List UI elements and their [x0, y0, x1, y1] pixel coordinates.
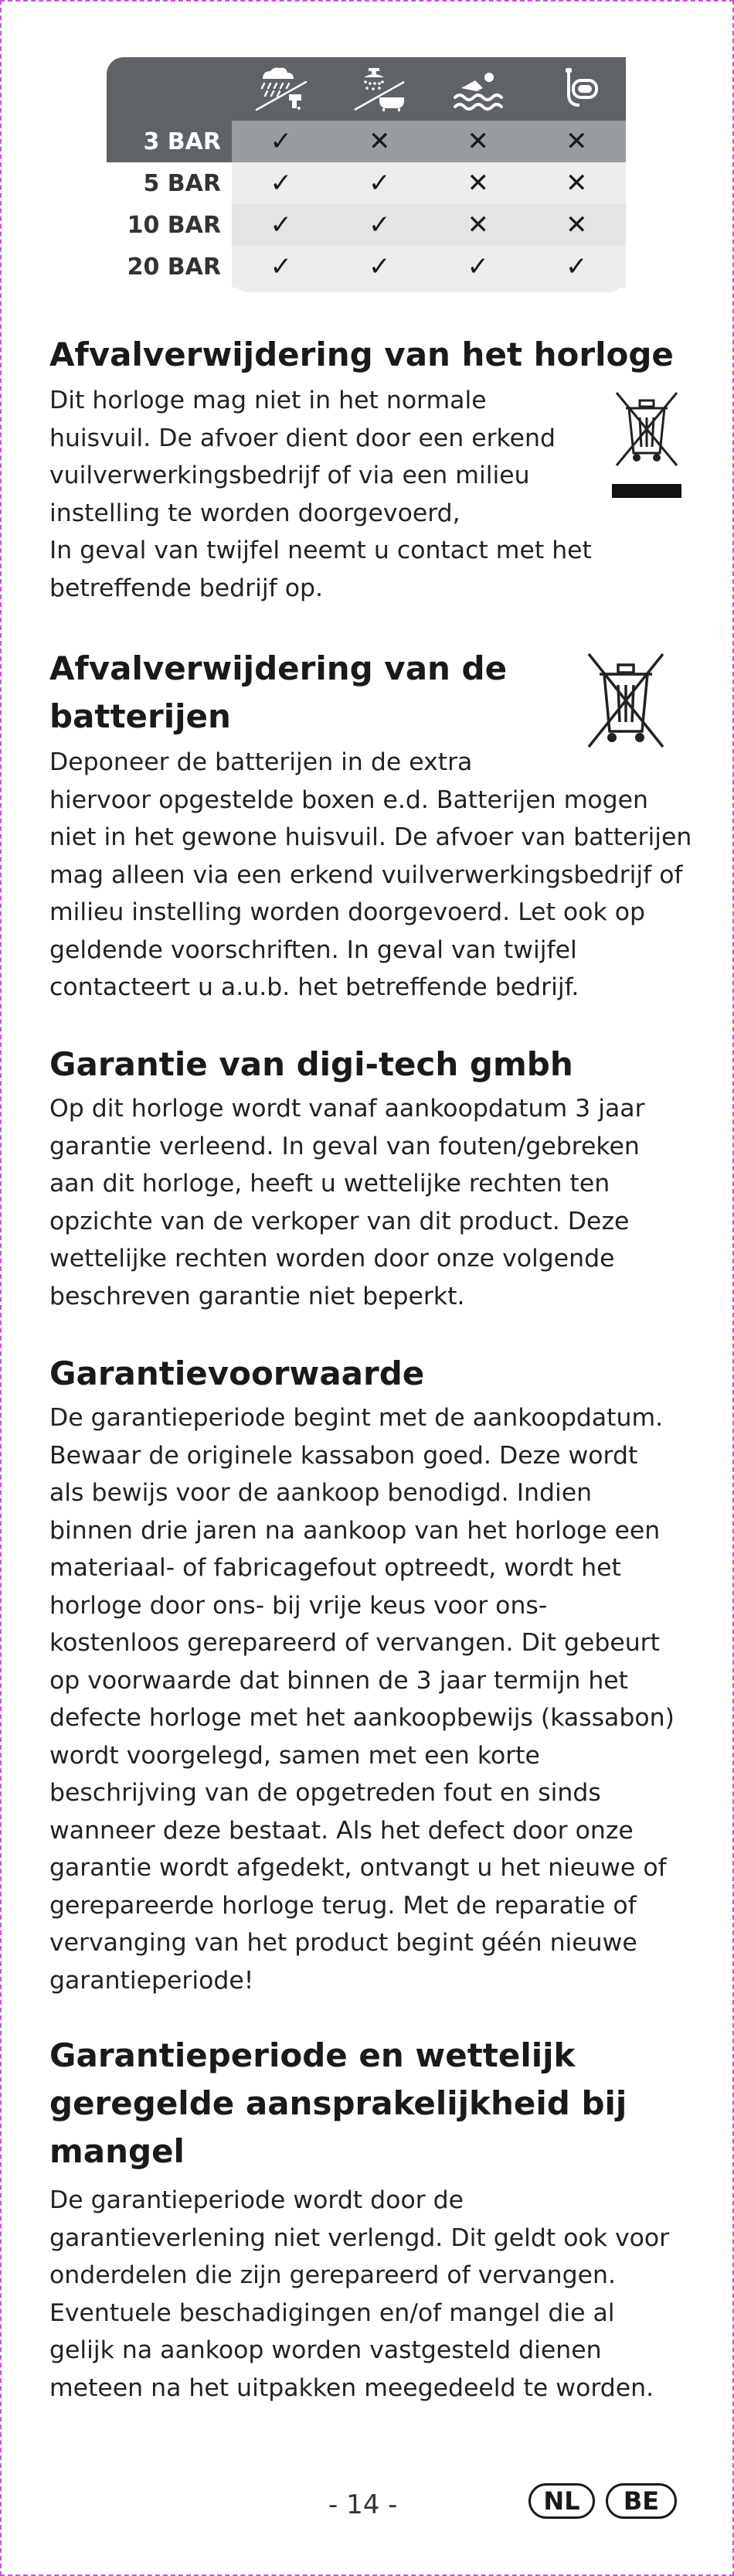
- pressure-label: 5 BAR: [143, 169, 221, 197]
- text-line: Dit horloge mag niet in het normale: [49, 387, 487, 414]
- water-table-row: [107, 121, 626, 162]
- text-line: garantieperiode!: [49, 1966, 254, 1995]
- title-line: batterijen: [49, 697, 231, 735]
- text-line: gerepareerde horloge terug. Met de reparatie of: [49, 1891, 637, 1920]
- check-mark: ✓: [528, 246, 627, 288]
- text-line: betreffende bedrijf op.: [49, 574, 324, 602]
- section-title-warranty-conditions: Garantievoorwaarde: [49, 1354, 425, 1392]
- text-line: vervanging van het product begint géén nieuwe: [49, 1929, 637, 1957]
- text-line: geldende voorschriften. In geval van twijfel: [49, 935, 577, 964]
- text-line: wordt voorgelegd, samen met een korte: [49, 1741, 540, 1770]
- water-table-corner: [107, 57, 232, 121]
- crossed-bin-icon: [612, 387, 681, 504]
- text-line: huisvuil. De afvoer dient door een erkend: [49, 424, 556, 452]
- section-text-warranty-conditions: [49, 1399, 675, 1999]
- title-line: Garantieperiode en wettelijk: [49, 2036, 576, 2074]
- text-line: als bewijs voor de aankoop benodigd. Indien: [49, 1479, 593, 1507]
- text-line: garantieverlening niet verlengd. Dit geldt ook voor: [49, 2223, 670, 2252]
- text-line: In geval van twijfel neemt u contact met het: [49, 537, 592, 564]
- cross-mark: ✕: [528, 162, 627, 204]
- check-mark: ✓: [232, 246, 331, 288]
- text-line: niet in het gewone huisvuil. De afvoer van batterijen: [49, 823, 692, 851]
- pressure-label: 3 BAR: [107, 121, 232, 162]
- text-line: wettelijke rechten worden door onze volgende: [49, 1245, 615, 1273]
- text-line: instelling te worden doorgevoerd,: [49, 499, 460, 527]
- section-text-warranty-period: [49, 2182, 669, 2407]
- text-line: vuilverwerkingsbedrijf of via een milieu: [49, 462, 530, 489]
- text-line: Eventuele beschadigingen en/of mangel die al: [49, 2298, 615, 2327]
- title-line: Afvalverwijdering van de: [49, 649, 508, 687]
- text-line: garantie verleend. In geval van fouten/gebreken: [49, 1132, 640, 1160]
- section-text-warranty: [49, 1090, 645, 1315]
- section-title-warranty-period: [49, 2032, 627, 2176]
- text-line: kostenloos gerepareerd of vervangen. Dit gebeurt: [49, 1629, 660, 1657]
- language-badge-be: BE: [606, 2483, 677, 2519]
- crossed-battery-bin-icon: [581, 646, 671, 758]
- pressure-label: 10 BAR: [127, 211, 221, 239]
- water-table-header: [107, 57, 626, 121]
- water-table-row: [107, 246, 626, 288]
- check-mark: ✓: [331, 246, 430, 288]
- cross-mark: ✕: [429, 204, 528, 246]
- water-table-row: [107, 162, 626, 204]
- text-line: beschreven garantie niet beperkt.: [49, 1282, 465, 1310]
- check-mark: ✓: [331, 204, 430, 246]
- text-line: materiaal- of fabricagefout optreedt, wordt het: [49, 1554, 621, 1582]
- cross-mark: ✕: [429, 162, 528, 204]
- text-line: De garantieperiode wordt door de: [49, 2186, 464, 2214]
- text-line: wanneer deze bestaat. Als het defect door onze: [49, 1816, 634, 1845]
- section-text-battery-disposal: [49, 744, 692, 1007]
- text-line: gelijk na aankoop worden vastgesteld dienen: [49, 2336, 602, 2364]
- shower-icon: [331, 57, 430, 121]
- text-line: binnen drie jaren na aankoop van het horloge een: [49, 1516, 661, 1545]
- text-line: De garantieperiode begint met de aankoopdatum.: [49, 1404, 664, 1432]
- text-line: aan dit horloge, heeft u wettelijke rechten ten: [49, 1170, 610, 1198]
- text-line: opzichte van de verkoper van dit product. Deze: [49, 1207, 630, 1235]
- text-line: Deponeer de batterijen in de extra: [49, 748, 473, 776]
- swimming-icon: [429, 57, 528, 121]
- text-line: milieu instelling worden doorgevoerd. Let ook op: [49, 898, 645, 926]
- text-line: meteen na het uitpakken meegedeeld te worden.: [49, 2373, 654, 2402]
- cross-mark: ✕: [528, 204, 627, 246]
- title-line: geregelde aansprakelijkheid bij: [49, 2084, 627, 2122]
- text-line: Op dit horloge wordt vanaf aankoopdatum 3 jaar: [49, 1095, 645, 1123]
- text-line: horloge door ons- bij vrije keus voor ons-: [49, 1591, 548, 1620]
- text-line: Bewaar de originele kassabon goed. Deze wordt: [49, 1441, 638, 1470]
- snorkel-icon: [528, 57, 627, 121]
- text-line: hiervoor opgestelde boxen e.d. Batterijen mogen: [49, 785, 648, 814]
- text-line: beschrijving van de opgetreden fout en sinds: [49, 1779, 601, 1807]
- check-mark: ✓: [331, 162, 430, 204]
- section-title-battery-disposal: [49, 645, 507, 741]
- text-line: contacteert u a.u.b. het betreffende bedrijf.: [49, 973, 579, 1001]
- water-table-row: [107, 204, 626, 246]
- check-mark: ✓: [232, 121, 331, 162]
- title-line: mangel: [49, 2132, 185, 2170]
- page-number: - 14 -: [328, 2489, 398, 2520]
- check-mark: ✓: [232, 162, 331, 204]
- check-mark: ✓: [429, 246, 528, 288]
- water-table-rows: [107, 121, 626, 288]
- cross-mark: ✕: [528, 121, 627, 162]
- section-title-watch-disposal: Afvalverwijdering van het horloge: [49, 336, 674, 373]
- section-title-warranty: Garantie van digi-tech gmbh: [49, 1045, 573, 1083]
- text-line: defecte horloge met het aankoopbewijs (kassabon): [49, 1704, 675, 1732]
- text-line: garantie wordt afgedekt, ontvangt u het nieuwe of: [49, 1854, 667, 1882]
- rain-splash-icon: [232, 57, 331, 121]
- section-text-watch-disposal: [49, 382, 592, 607]
- text-line: mag alleen via een erkend vuilverwerkingsbedrijf of: [49, 860, 683, 889]
- water-resistance-table: [107, 57, 626, 121]
- cross-mark: ✕: [429, 121, 528, 162]
- cross-mark: ✕: [331, 121, 430, 162]
- text-line: onderdelen die zijn gerepareerd of vervangen.: [49, 2261, 616, 2289]
- pressure-label: 20 BAR: [127, 253, 221, 281]
- check-mark: ✓: [232, 204, 331, 246]
- text-line: op voorwaarde dat binnen de 3 jaar termijn het: [49, 1666, 629, 1695]
- language-badge-nl: NL: [528, 2483, 595, 2519]
